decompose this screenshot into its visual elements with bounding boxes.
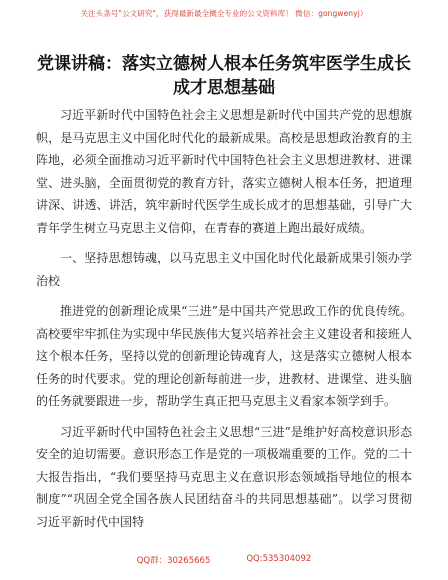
header-promo-note: 关注头条号"公文研究"，获得最新最全概全专业的公文资料库！ 微信：gongwenyj） [80, 9, 368, 18]
page-footer [0, 554, 448, 566]
section-heading-1: 一、坚持思想铸魂，以马克思主义中国化时代化最新成果引领办学治校 [36, 251, 412, 288]
document-body [36, 104, 412, 541]
body-paragraph: 推进党的创新理论成果“三进”是中国共产党思政工作的优良传统。高校要牢牢抓住为实现中华民族伟大复兴培养社会主义建设者和接班人这个根本任务，坚持以党的创新理论铸魂育人，这是落实立德树人根本任务的时代要求。党的理论创新每前进一步，进教材、进课堂、进头脑的任务就要跟进一步，帮助学生真正把马克思主义看家本领学到手。 [36, 304, 412, 408]
footer-qq-group: QQ群：30265665 [136, 556, 211, 566]
body-paragraph: 习近平新时代中国特色社会主义思想“三进”是维护好高校意识形态安全的迫切需要。意识形态工作是党的一项极端重要的工作。党的二十大报告指出，“我们要坚持马克思主义在意识形态领域指导地位的根本制度”“巩固全党全国各族人民团结奋斗的共同思想基础”。以学习贯彻习近平新时代中国特 [36, 424, 412, 529]
footer-qq: QQ:535304092 [246, 554, 312, 564]
document-title: 党课讲稿：落实立德树人根本任务筑牢医学生成长成才思想基础 [37, 54, 411, 98]
body-paragraph-intro: 习近平新时代中国特色社会主义思想是新时代中国共产党的思想旗帜，是马克思主义中国化时代化的最新成果。高校是思想政治教育的主阵地，必须全面推动习近平新时代中国特色社会主义思想进教材、进课堂、进头脑，全面贯彻党的教育方针，落实立德树人根本任务，把道理讲深、讲透、讲活，筑牢新时代医学生成长成才的思想基础，引导广大青年学生树立马克思主义信仰，在青春的赛道上跑出最好成绩。 [36, 108, 412, 235]
